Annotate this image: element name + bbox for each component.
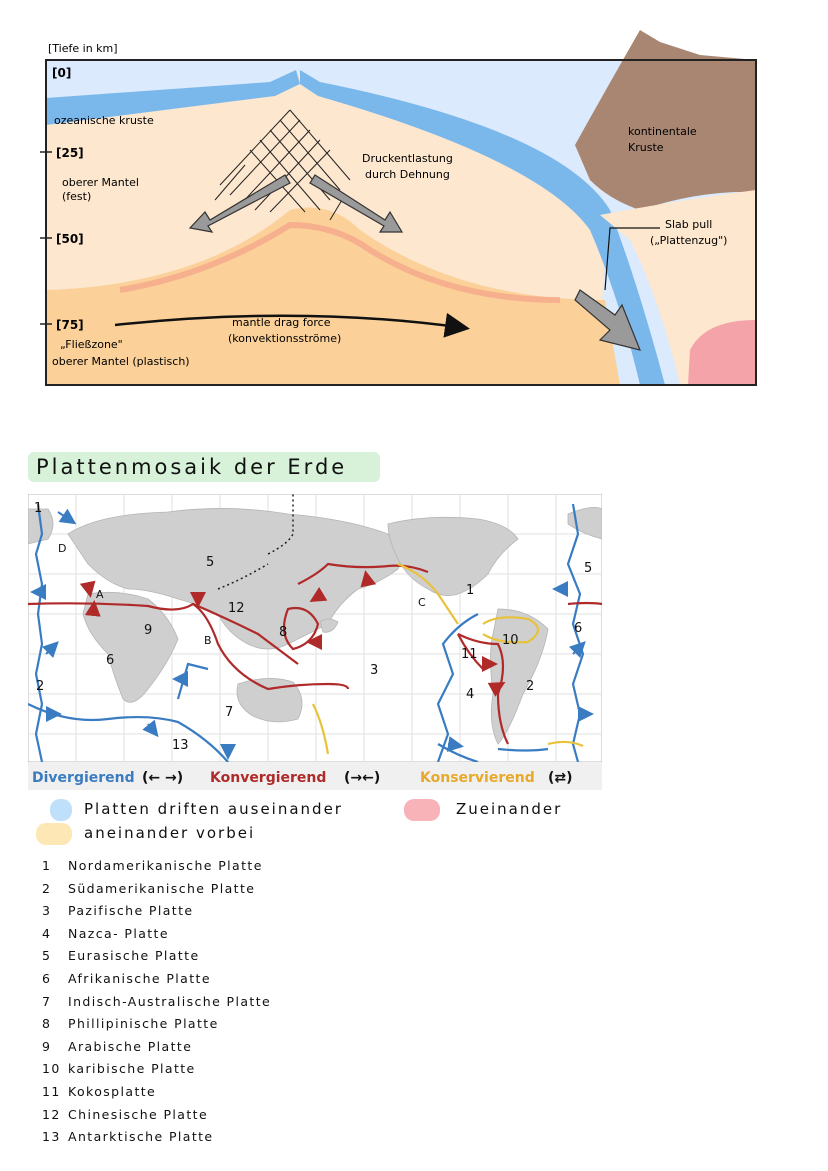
map-plate-4: 4 [466,687,475,702]
map-plate-9: 9 [144,623,153,638]
map-plate-7: 7 [225,705,234,720]
map-plate-5: 5 [206,555,215,570]
yellow-swatch [36,823,72,845]
plate-list-item: 9 Arabische Platte [42,1038,193,1054]
map-plate-12: 12 [228,601,245,616]
cross-section-diagram [0,0,828,400]
plate-map [28,494,602,790]
map-letter-b: B [204,634,212,647]
continental-crust-label-2: Kruste [628,141,664,154]
legend-conservative: Konservierend [420,770,535,786]
plate-list-item: 3 Pazifische Platte [42,903,194,919]
plate-list-item: 13 Antarktische Platte [42,1129,214,1145]
map-plate-11: 11 [461,647,478,662]
map-title: Plattenmosaik der Erde [36,455,348,479]
legend-divergent: Divergierend [32,770,135,786]
plate-list-item: 11 Kokosplatte [42,1083,157,1099]
blue-swatch [50,799,72,821]
map-letter-a: A [96,588,104,601]
red-swatch [404,799,440,821]
legend-conservative-symbol: (⇄) [548,770,573,786]
plate-list-item: 8 Phillipinische Platte [42,1016,219,1032]
map-plate-2-edge: 2 [36,679,45,694]
map-plate-8: 8 [279,625,288,640]
map-plate-5-edge: 5 [584,561,593,576]
map-plate-1-corner: 1 [34,501,43,516]
map-plate-1: 1 [466,583,475,598]
mantle-drag-label-2: (konvektionsströme) [228,332,342,345]
plate-list [42,855,271,1149]
continental-crust-label-1: kontinentale [628,125,697,138]
map-plate-10: 10 [502,633,519,648]
depth-75: [75] [56,318,84,332]
legend-convergent-symbol: (→←) [344,770,381,786]
map-letter-c: C [418,596,426,609]
plate-list-item: 12 Chinesische Platte [42,1106,209,1122]
slab-pull-label-1: Slab pull [665,218,713,231]
depth-header: [Tiefe in km] [48,42,118,55]
map-letter-d: D [58,542,67,555]
map-plate-6-edge: 6 [574,621,583,636]
plate-list-item: 2 Südamerikanische Platte [42,880,256,896]
map-plate-2: 2 [526,679,535,694]
plate-list-item: 10 karibische Platte [42,1061,196,1077]
plate-list-item: 7 Indisch-Australische Platte [42,993,272,1009]
depth-25: [25] [56,146,84,160]
oceanic-crust-label: ozeanische kruste [54,114,154,127]
divergent-note: Platten driften auseinander [84,800,343,818]
upper-mantle-plastic-label: oberer Mantel (plastisch) [52,355,190,368]
plate-list-item: 1 Nordamerikanische Platte [42,858,263,873]
plate-list-item: 6 Afrikanische Platte [42,970,211,986]
decompression-label-1: Druckentlastung [362,152,453,165]
legend-divergent-symbol: (← →) [142,770,184,786]
plate-list-item: 4 Nazca- Platte [42,925,169,941]
decompression-label-2: durch Dehnung [365,168,450,181]
flow-zone-label: „Fließzone" [60,338,123,351]
legend-convergent: Konvergierend [210,770,327,786]
plate-list-item: 5 Eurasische Platte [42,948,200,964]
upper-mantle-solid-label-2: (fest) [62,190,92,203]
conservative-note: aneinander vorbei [84,824,256,842]
map-plate-6: 6 [106,653,115,668]
convergent-note: Zueinander [456,800,563,818]
depth-50: [50] [56,232,84,246]
upper-mantle-solid-label-1: oberer Mantel [62,176,139,189]
mantle-drag-label-1: mantle drag force [232,316,331,329]
map-plate-13: 13 [172,738,189,753]
map-plate-3: 3 [370,663,379,678]
slab-pull-label-2: („Plattenzug") [650,234,728,247]
depth-0: [0] [52,66,72,80]
